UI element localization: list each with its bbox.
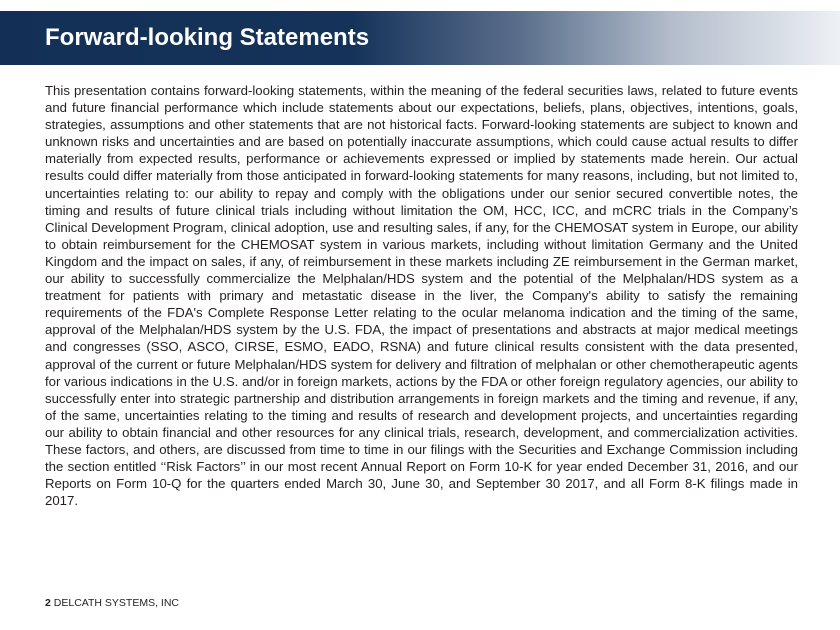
page-number: 2 [45, 597, 51, 609]
company-name: DELCATH SYSTEMS, INC [53, 597, 180, 609]
disclaimer-paragraph: This presentation contains forward-looking statements, within the meaning of the federal securities laws, related to future events and future financial performance which include statements about our expectations, beliefs, plans, objectives, intentions, goals, strategies, assumptions and other statements that are not historical facts. Forward-looking statements are subject to known and unknown risks and uncertainties and are based on potentially inaccurate assumptions, which could cause actual results to differ materially from expected results, performance or achievements expressed or implied by statements made herein. Our actual results could differ materially from those anticipated in forward-looking statements for many reasons, including, but not limited to, uncertainties relating to: our ability to repay and comply with the obligations under our senior secured convertible notes, the timing and results of future clinical trials including without limitation the OM, HCC, ICC, and mCRC trials in the Company’s Clinical Development Program, clinical adoption, use and resulting sales, if any, for the CHEMOSAT system in Europe, our ability to obtain reimbursement for the CHEMOSAT system in various markets, including without limitation Germany and the United Kingdom and the impact on sales, if any, of reimbursement in these markets including ZE reimbursement in the German market, our ability to successfully commercialize the Melphalan/HDS system and the potential of the Melphalan/HDS system as a treatment for patients with primary and metastatic disease in the liver, the Company's ability to satisfy the remaining requirements of the FDA's Complete Response Letter relating to the ocular melanoma indication and the timing of the same, approval of the Melphalan/HDS system by the U.S. FDA, the impact of presentations and abstracts at major medical meetings and congresses (SSO, ASCO, CIRSE, ESMO, EADO, RSNA) and future clinical results consistent with the data presented, approval of the current or future Melphalan/HDS system for delivery and filtration of melphalan or other chemotherapeutic agents for various indications in the U.S. and/or in foreign markets, actions by the FDA or other foreign regulatory agencies, our ability to successfully enter into strategic partnership and distribution arrangements in foreign markets and the timing and revenue, if any, of the same, uncertainties relating to the timing and results of research and development projects, and uncertainties regarding our ability to obtain financial and other resources for any clinical trials, research, development, and commercialization activities. These factors, and others, are discussed from time to time in our filings with the Securities and Exchange Commission including the section entitled ‘‘Risk Factors’’ in our most recent Annual Report on Form 10-K for year ended December 31, 2016, and our Reports on Form 10-Q for the quarters ended March 30, June 30, and September 30 2017, and all Form 8-K filings made in 2017. [45, 83, 798, 509]
slide-title: Forward-looking Statements [45, 24, 370, 51]
title-bar [0, 11, 840, 65]
footer [45, 597, 179, 609]
